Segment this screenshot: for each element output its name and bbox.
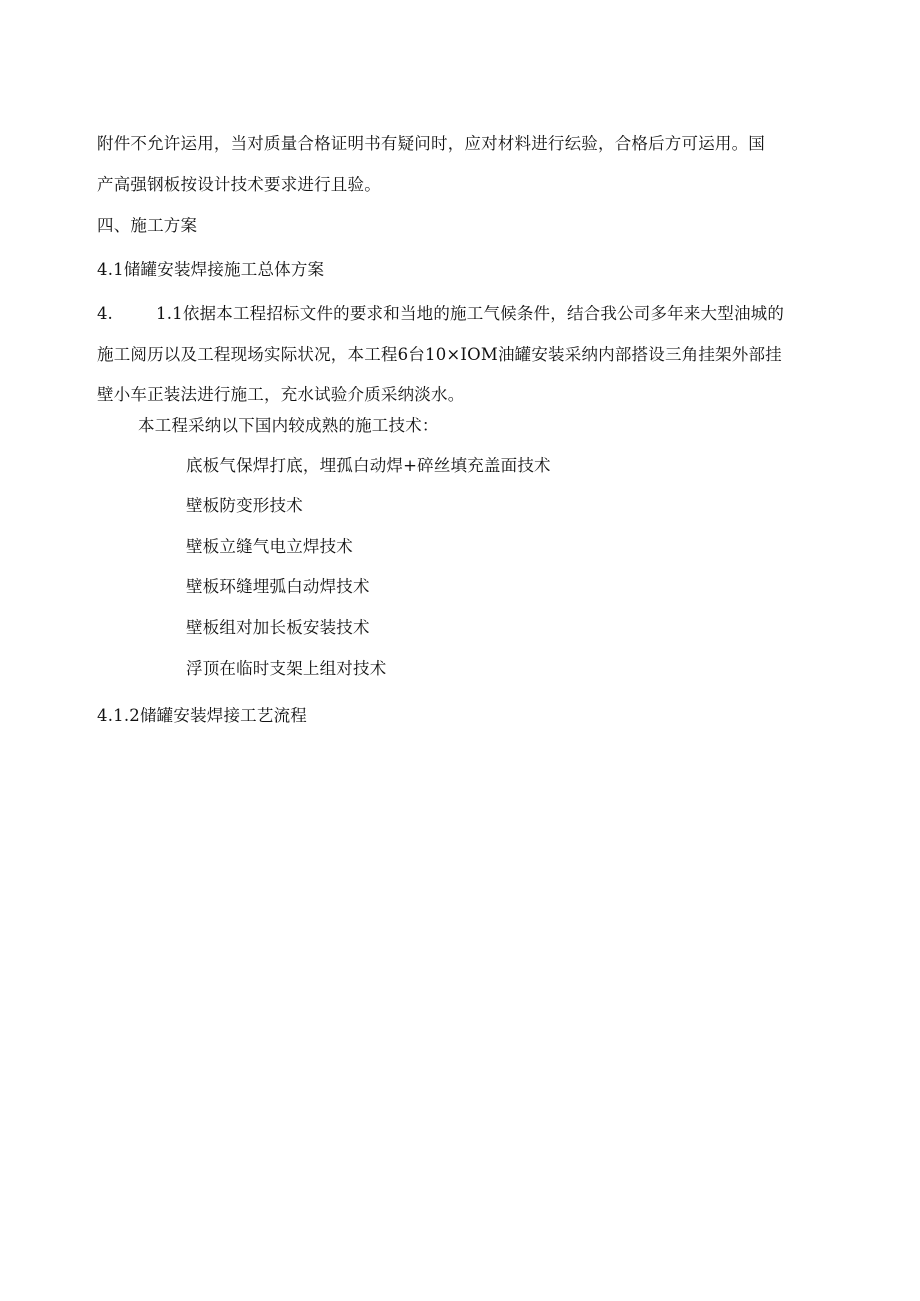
- technique-item: 浮顶在临时支架上组对技术: [186, 659, 387, 678]
- intro-paragraph-line-2: 产高强钢板按设计技术要求进行且验。: [97, 175, 381, 194]
- techniques-intro: 本工程采纳以下国内较成熟的施工技术：: [138, 416, 439, 435]
- main-paragraph-line-1: 1.1依据本工程招标文件的要求和当地的施工气候条件，结合我公司多年来大型油城的: [156, 304, 785, 323]
- main-paragraph-line-2: 施工阅历以及工程现场实际状况，本工程6台10×IOM油罐安装采纳内部搭设三角挂架外部挂: [97, 345, 782, 364]
- paragraph-number: 4.: [97, 304, 113, 323]
- main-paragraph-line-3: 壁小车正装法进行施工，充水试验介质采纳淡水。: [97, 385, 465, 404]
- subsection-heading-2: 4.1.2储罐安装焊接工艺流程: [97, 706, 307, 725]
- technique-item: 壁板防变形技术: [186, 496, 303, 515]
- technique-item: 壁板组对加长板安装技术: [186, 618, 370, 637]
- subsection-heading: 4.1储罐安装焊接施工总体方案: [97, 260, 325, 279]
- technique-item: 底板气保焊打底，埋孤白动焊+碎丝填充盖面技术: [186, 456, 551, 475]
- technique-item: 壁板立缝气电立焊技术: [186, 537, 353, 556]
- section-heading: 四、施工方案: [97, 216, 198, 235]
- technique-item: 壁板环缝埋弧白动焊技术: [186, 577, 370, 596]
- intro-paragraph-line-1: 附件不允许运用，当对质量合格证明书有疑问时，应对材料进行纭验，合格后方可运用。国: [97, 134, 765, 153]
